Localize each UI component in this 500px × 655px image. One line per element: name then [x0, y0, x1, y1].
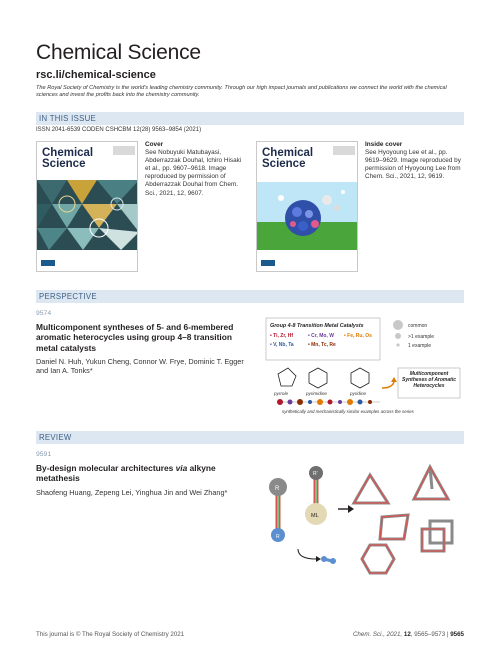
review-title-italic: via — [175, 463, 188, 473]
ring-label-pyrrole: pyrrole — [274, 391, 289, 396]
arrow-to-products — [382, 382, 394, 388]
legend-marker-single — [396, 343, 399, 346]
pyrrole-structure — [278, 368, 296, 386]
inside-cover-image[interactable] — [256, 141, 358, 272]
metal-group-2: • Cr, Mo, W — [308, 333, 334, 339]
divider-arrow-head — [348, 505, 354, 513]
review-article-title[interactable] — [36, 463, 236, 484]
section-bar-review — [36, 431, 464, 444]
label-r-top: R — [275, 486, 280, 492]
series-dot — [277, 399, 283, 405]
footer-journal: Chem. Sci., 2021, — [352, 631, 404, 638]
label-r-bottom: R — [276, 534, 280, 540]
section-bar-issue — [36, 112, 464, 125]
inside-cover-image-title: Chemical Science — [262, 147, 314, 170]
inside-cover-caption-text: See Hyoyoung Lee et al., pp. 9619–9629. Image reproduced by permission of Hyoyoung Lee from Chem. Sci., 2021, 12, 9619. — [365, 149, 461, 181]
legend-label-multiple: >1 example — [408, 334, 434, 340]
cube-cage — [422, 521, 452, 551]
review-toc-graphic — [258, 459, 468, 589]
review-article-authors: Shaofeng Huang, Zepeng Lei, Yinghua Jin and Wei Zhang* — [36, 488, 228, 497]
cover-image[interactable] — [36, 141, 138, 272]
hexagon-cage — [362, 545, 394, 573]
metal-group-1: • Ti, Zr, Hf — [270, 333, 294, 339]
cover-caption-heading: Cover — [145, 141, 164, 148]
series-caption: synthetically and mechanistically similar examples across the series — [282, 409, 414, 414]
footer-copyright: This journal is © The Royal Society of Chemistry 2021 — [36, 631, 185, 638]
perspective-toc-graphic — [264, 316, 464, 416]
footer-pages: , 9565–9573 | — [410, 631, 451, 638]
inside-cover-caption — [365, 141, 465, 181]
pyrimidine-structure — [309, 368, 327, 388]
perspective-article-title[interactable]: Multicomponent syntheses of 5- and 6-membered aromatic heterocycles using group 4–8 transition metal catalysts — [36, 322, 234, 353]
triangle-cage — [354, 475, 388, 503]
ring-label-pyridine: pyridine — [350, 391, 367, 396]
byproduct-atom — [330, 558, 336, 564]
series-dot — [288, 400, 293, 405]
arrow-head — [391, 377, 397, 382]
label-ml: ML — [311, 513, 319, 519]
legend-marker-common — [393, 320, 403, 330]
perspective-page-number: 9574 — [36, 310, 52, 317]
cover-image-title: Chemical Science — [42, 147, 94, 170]
series-dot — [328, 400, 333, 405]
series-dot — [338, 400, 342, 404]
footer-page-number: 9565 — [450, 631, 464, 638]
metal-group-5: • Mn, Tc, Re — [308, 342, 336, 348]
series-dot — [317, 399, 323, 405]
series-dot — [368, 400, 372, 404]
review-page-number: 9591 — [36, 451, 52, 458]
product-box-label: Multicomponent Syntheses of Aromatic Heterocycles — [402, 371, 456, 390]
pyridine-structure — [351, 368, 369, 388]
tetrahedron-cage — [414, 467, 448, 499]
legend-marker-multiple — [395, 333, 401, 339]
section-bar-perspective — [36, 290, 464, 303]
metal-group-4: • V, Nb, Ta — [270, 342, 294, 348]
metathesis-arrow-head — [316, 556, 321, 562]
byproduct-atom — [321, 556, 327, 562]
inside-cover-caption-heading: Inside cover — [365, 141, 403, 148]
journal-url[interactable]: rsc.li/chemical-science — [36, 69, 156, 81]
metal-group-3: • Fe, Ru, Os — [344, 333, 372, 339]
series-dot — [347, 399, 353, 405]
series-dot — [297, 399, 303, 405]
section-label-perspective: PERSPECTIVE — [39, 292, 97, 301]
metathesis-arrow — [298, 549, 316, 559]
series-dot — [358, 400, 363, 405]
section-label-issue: IN THIS ISSUE — [39, 114, 97, 123]
cover-caption-text: See Nobuyuki Matubayasi, Abderrazzak Douhal, Ichiro Hisaki et al., pp. 9607–9618. Image reproduced by permission of Abderrazzak Douhal from Chem. Sci., 2021, 12, 9607. — [145, 149, 242, 197]
review-title-part: alkyne metathesis — [36, 463, 216, 484]
series-dot — [308, 400, 312, 404]
cube-cage-red — [422, 529, 444, 551]
legend-label-common: common — [408, 323, 428, 329]
perspective-article-authors: Daniel N. Huh, Yukun Cheng, Connor W. Frye, Dominic T. Egger and Ian A. Tonks* — [36, 357, 244, 376]
section-label-review: REVIEW — [39, 433, 72, 442]
footer-volume: 12 — [403, 631, 411, 638]
legend-label-single: 1 example — [408, 343, 432, 349]
label-rprime: R' — [313, 471, 318, 477]
journal-description: The Royal Society of Chemistry is the world's leading chemistry community. Through our high impact journals and publications we connect the world with the chemical sciences and invest the profits back into the chemistry community. — [36, 85, 447, 99]
ring-label-pyrimidine: pyrimidine — [306, 391, 327, 396]
review-title-part: By-design molecular architectures — [36, 463, 176, 473]
catalyst-box-title: Group 4-8 Transition Metal Catalysts — [270, 323, 364, 329]
issn-line: ISSN 2041-6539 CODEN CSHCBM 12(28) 9563–9854 (2021) — [36, 127, 202, 133]
journal-title: Chemical Science — [36, 41, 201, 64]
footer-citation — [353, 631, 464, 638]
cover-caption — [145, 141, 245, 198]
square-cage — [380, 515, 408, 539]
